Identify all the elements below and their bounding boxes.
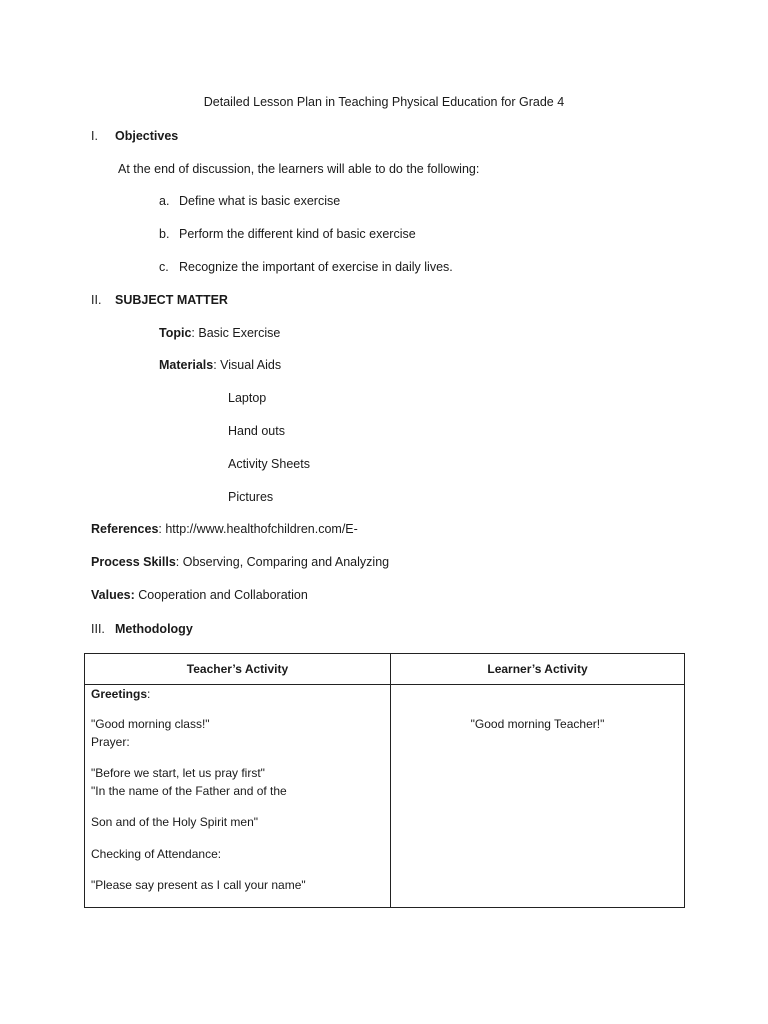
material-item: Laptop [228,391,267,405]
objectives-numeral: I. [91,129,98,143]
methodology-heading [91,621,193,637]
materials-line [159,357,281,373]
checking-attendance: Checking of Attendance: [91,847,222,861]
teacher-activity-header: Teacher’s Activity [85,654,391,685]
topic-value: : Basic Exercise [191,326,281,340]
methodology-table [84,653,685,908]
objective-marker: c. [159,260,169,274]
objective-text: Define what is basic exercise [179,194,341,208]
objective-marker: b. [159,227,170,241]
subject-matter-heading [91,292,228,308]
process-skills-line [91,554,389,570]
learner-activity-header: Learner’s Activity [391,654,685,685]
references-line [91,521,358,537]
process-skills-value: : Observing, Comparing and Analyzing [175,555,390,569]
good-morning-class: "Good morning class!" [91,717,210,731]
before-we-start: "Before we start, let us pray first" [91,766,265,780]
say-present: "Please say present as I call your name" [91,878,306,892]
material-item: Hand outs [228,424,285,438]
good-morning-teacher: "Good morning Teacher!" [470,717,605,731]
objective-item-a [159,193,340,209]
objective-text: Recognize the important of exercise in daily lives. [179,260,453,274]
greetings-line [91,687,150,702]
objectives-intro: At the end of discussion, the learners will able to do the following: [118,162,480,176]
values-value: Cooperation and Collaboration [134,588,308,602]
methodology-title: Methodology [115,622,193,636]
document-title: Detailed Lesson Plan in Teaching Physical Education for Grade 4 [203,95,565,109]
values-line [91,587,308,603]
subject-matter-title: SUBJECT MATTER [115,293,228,307]
objective-marker: a. [159,194,170,208]
table-row [85,685,685,908]
greetings-colon: : [147,687,151,701]
son-holy-spirit: Son and of the Holy Spirit men" [91,815,259,829]
learner-activity-cell [391,685,685,908]
methodology-numeral: III. [91,622,105,636]
in-the-name: "In the name of the Father and of the [91,784,287,798]
process-skills-label: Process Skills [91,555,176,569]
objective-text: Perform the different kind of basic exercise [179,227,416,241]
materials-value: : Visual Aids [213,358,282,372]
material-item: Activity Sheets [228,457,310,471]
objectives-title: Objectives [115,129,179,143]
greetings-label: Greetings [91,687,148,701]
objective-item-c [159,259,453,275]
materials-label: Materials [159,358,214,372]
topic-label: Topic [159,326,192,340]
references-label: References [91,522,159,536]
prayer-label: Prayer: [91,735,130,749]
objectives-heading [91,128,178,144]
references-value: : http://www.healthofchildren.com/E- [158,522,358,536]
objective-item-b [159,226,416,242]
topic-line [159,325,280,341]
subject-matter-numeral: II. [91,293,102,307]
values-label: Values: [91,588,135,602]
material-item: Pictures [228,490,274,504]
teacher-activity-cell [85,685,391,908]
table-header-row [85,654,685,685]
